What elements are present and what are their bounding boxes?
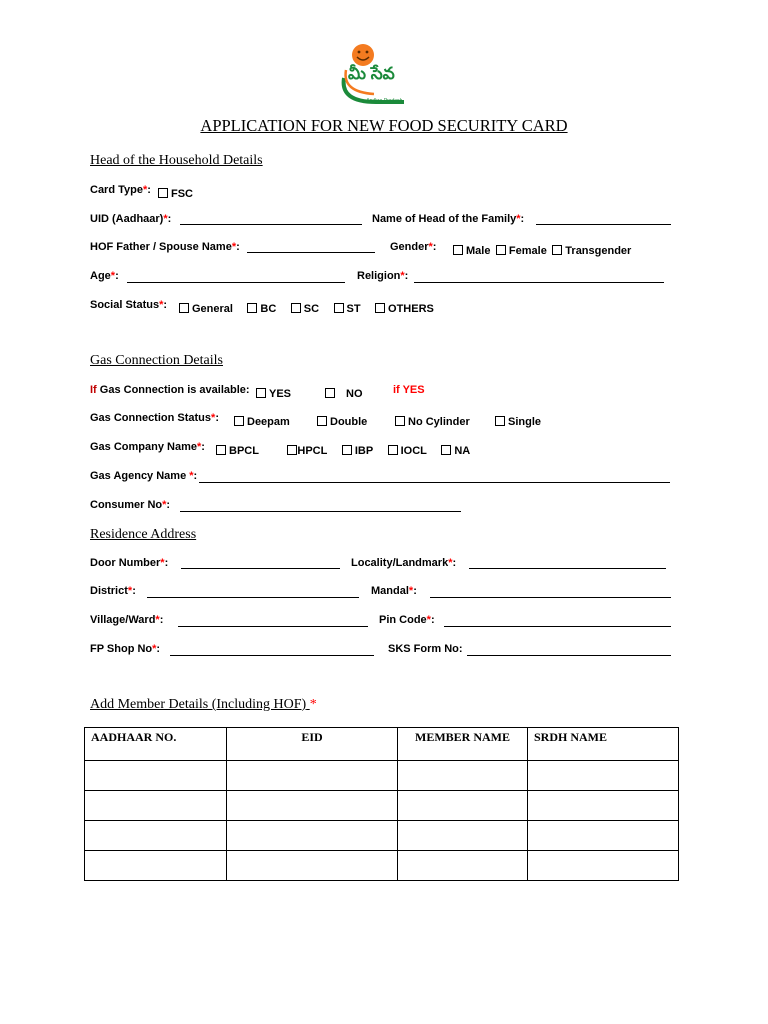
age-field[interactable] (127, 282, 345, 283)
option-iocl: IOCL (400, 445, 427, 457)
option-deepam: Deepam (247, 416, 290, 428)
locality-label: Locality/Landmark*: (351, 557, 457, 569)
table-cell[interactable] (528, 851, 679, 881)
gas-status-double (317, 412, 377, 430)
age-label: Age*: (90, 270, 119, 282)
table-cell[interactable] (528, 791, 679, 821)
checkbox-bc[interactable] (247, 303, 257, 313)
option-fsc: FSC (171, 188, 193, 200)
table-cell[interactable] (85, 851, 227, 881)
gas-available-no (325, 384, 373, 402)
option-sc: SC (303, 303, 320, 315)
option-gas-no: NO (346, 388, 363, 400)
col-eid: EID (227, 728, 398, 761)
option-transgender: Transgender (565, 245, 632, 257)
door-number-label: Door Number*: (90, 557, 169, 569)
gas-available-yes (256, 384, 301, 402)
option-hpcl: HPCL (297, 445, 328, 457)
consumer-no-field[interactable] (180, 511, 461, 512)
table-cell[interactable] (528, 761, 679, 791)
social-status-label: Social Status*: (90, 299, 168, 311)
section-heading-members: Add Member Details (Including HOF) * (90, 697, 317, 712)
gas-company-label: Gas Company Name*: (90, 441, 205, 453)
mandal-label: Mandal*: (371, 585, 417, 597)
option-single: Single (508, 416, 542, 428)
checkbox-single[interactable] (495, 416, 505, 426)
table-cell[interactable] (227, 791, 398, 821)
checkbox-iocl[interactable] (388, 445, 398, 455)
gas-agency-field[interactable] (199, 482, 670, 483)
table-cell[interactable] (85, 761, 227, 791)
checkbox-female[interactable] (496, 245, 506, 255)
logo-script-text: మీ సేవ (348, 64, 395, 83)
table-cell[interactable] (85, 791, 227, 821)
uid-field[interactable] (180, 224, 362, 225)
village-field[interactable] (178, 626, 368, 627)
table-cell[interactable] (398, 851, 528, 881)
meeseva-logo (336, 40, 422, 112)
gas-status-no-cylinder (395, 412, 480, 430)
table-cell[interactable] (398, 761, 528, 791)
table-cell[interactable] (398, 821, 528, 851)
checkbox-no-cylinder[interactable] (395, 416, 405, 426)
col-member-name: MEMBER NAME (398, 728, 528, 761)
district-label: District*: (90, 585, 136, 597)
locality-field[interactable] (469, 568, 666, 569)
smiley-icon (352, 44, 374, 66)
checkbox-gas-no[interactable] (325, 388, 335, 398)
checkbox-male[interactable] (453, 245, 463, 255)
checkbox-double[interactable] (317, 416, 327, 426)
option-general: General (192, 303, 233, 315)
card-type-label: Card Type*: (90, 184, 151, 196)
checkbox-transgender[interactable] (552, 245, 562, 255)
gas-status-label: Gas Connection Status*: (90, 412, 219, 424)
hof-father-field[interactable] (247, 252, 375, 253)
checkbox-gas-yes[interactable] (256, 388, 266, 398)
village-label: Village/Ward*: (90, 614, 164, 626)
table-cell[interactable] (528, 821, 679, 851)
sks-form-field[interactable] (467, 655, 671, 656)
pin-code-field[interactable] (444, 626, 671, 627)
pin-code-label: Pin Code*: (379, 614, 435, 626)
col-aadhaar: AADHAAR NO. (85, 728, 227, 761)
gas-status-deepam (234, 412, 300, 430)
gender-options (453, 241, 641, 259)
social-status-options (179, 299, 444, 317)
checkbox-na[interactable] (441, 445, 451, 455)
page-title: APPLICATION FOR NEW FOOD SECURITY CARD (200, 116, 568, 135)
section-heading-address: Residence Address (90, 527, 197, 542)
checkbox-deepam[interactable] (234, 416, 244, 426)
checkbox-bpcl[interactable] (216, 445, 226, 455)
option-bc: BC (260, 303, 277, 315)
gas-company-options (216, 441, 480, 459)
head-name-field[interactable] (536, 224, 671, 225)
card-type-options (158, 184, 203, 202)
if-yes-note: if YES (393, 384, 425, 396)
option-st: ST (346, 303, 361, 315)
option-na: NA (454, 445, 471, 457)
religion-field[interactable] (414, 282, 664, 283)
member-table (84, 727, 679, 881)
checkbox-others[interactable] (375, 303, 385, 313)
door-number-field[interactable] (181, 568, 340, 569)
checkbox-ibp[interactable] (342, 445, 352, 455)
gender-label: Gender*: (390, 241, 437, 253)
option-bpcl: BPCL (229, 445, 259, 457)
checkbox-fsc[interactable] (158, 188, 168, 198)
col-srdh-name: SRDH NAME (528, 728, 679, 761)
religion-label: Religion*: (357, 270, 409, 282)
option-male: Male (466, 245, 491, 257)
gas-agency-label: Gas Agency Name *: (90, 470, 198, 482)
table-cell[interactable] (227, 851, 398, 881)
checkbox-hpcl[interactable] (287, 445, 297, 455)
table-row (85, 761, 679, 791)
option-others: OTHERS (388, 303, 434, 315)
checkbox-st[interactable] (334, 303, 344, 313)
table-cell[interactable] (398, 791, 528, 821)
sks-form-label: SKS Form No: (388, 643, 463, 655)
table-row (85, 821, 679, 851)
fp-shop-field[interactable] (170, 655, 374, 656)
gas-available-label: If Gas Connection is available: (90, 384, 250, 396)
member-table-header (85, 728, 679, 761)
table-cell[interactable] (227, 821, 398, 851)
option-ibp: IBP (354, 445, 374, 457)
option-no-cylinder: No Cylinder (408, 416, 470, 428)
section-heading-household: Head of the Household Details (90, 153, 263, 168)
table-cell[interactable] (85, 821, 227, 851)
logo-sub-text: Andhra Pradesh (366, 98, 403, 104)
checkbox-sc[interactable] (291, 303, 301, 313)
consumer-no-label: Consumer No*: (90, 499, 171, 511)
hof-father-label: HOF Father / Spouse Name*: (90, 241, 240, 253)
checkbox-general[interactable] (179, 303, 189, 313)
option-gas-yes: YES (269, 388, 292, 400)
gas-status-single (495, 412, 551, 430)
section-heading-gas: Gas Connection Details (90, 353, 223, 368)
fp-shop-label: FP Shop No*: (90, 643, 161, 655)
table-row (85, 791, 679, 821)
option-female: Female (508, 245, 547, 257)
uid-label: UID (Aadhaar)*: (90, 213, 172, 225)
head-name-label: Name of Head of the Family*: (372, 213, 525, 225)
table-row (85, 851, 679, 881)
option-double: Double (330, 416, 368, 428)
mandal-field[interactable] (430, 597, 671, 598)
table-cell[interactable] (227, 761, 398, 791)
district-field[interactable] (147, 597, 359, 598)
